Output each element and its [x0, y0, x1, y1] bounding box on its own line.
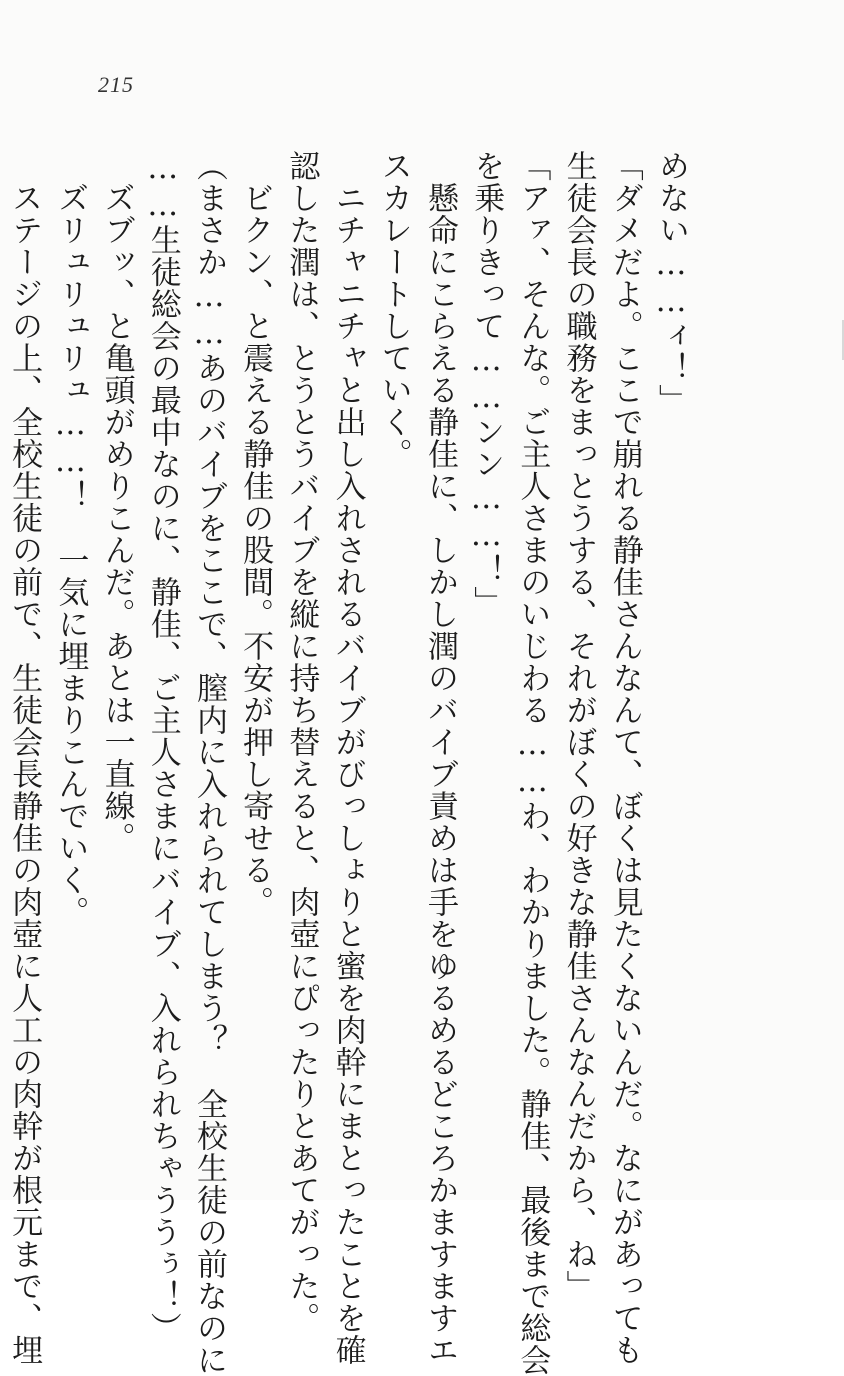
text-line: スカレートしていく。 [375, 150, 412, 470]
text-line: 懸命にこらえる静佳に、しかし潤のバイブ責めは手をゆるめるどころかますますエ [421, 150, 458, 1366]
text-line: ビクン、と震える静佳の股間。不安が押し寄せる。 [237, 150, 274, 918]
text-line: 「ダメだよ。ここで崩れる静佳さんなんて、ぼくは見たくないんだ。なにがあっても [606, 150, 643, 1366]
text-line: ニチャニチャと出し入れされるバイブがびっしょりと蜜を肉幹にまとったことを確 [329, 150, 366, 1366]
text-line: ……生徒総会の最中なのに、静佳、ご主人さまにバイブ、入れられちゃううぅ！） [144, 150, 181, 1344]
text-line: めない……ィ！」 [653, 150, 689, 416]
page-number: 215 [98, 72, 134, 97]
text-line: ズリュリュリュ……！ 一気に埋まりこんでいく。 [52, 150, 89, 928]
text-line: （まさか……あのバイブをここで、膣内に入れられてしまう？ 全校生徒の前なのに [190, 150, 227, 1376]
text-line: 「アァ、そんな。ご主人さまのいじわる……わ、わかりました。静佳、最後まで総会 [514, 150, 551, 1376]
text-line: を乗りきって……ンン……！」 [468, 150, 505, 618]
text-line: 生徒会長の職務をまっとうする、それがぼくの好きな静佳さんなんだから、ね」 [560, 150, 597, 1302]
text-line: ズブッ、と亀頭がめりこんだ。あとは一直線。 [98, 150, 135, 854]
text-line: ステージの上、全校生徒の前で、生徒会長静佳の肉壺に人工の肉幹が根元まで、埋 [6, 150, 43, 1366]
vertical-text-body [6, 150, 694, 1376]
text-line: 認した潤は、とうとうバイブを縦に持ち替えると、肉壺にぴったりとあてがった。 [283, 150, 320, 1334]
